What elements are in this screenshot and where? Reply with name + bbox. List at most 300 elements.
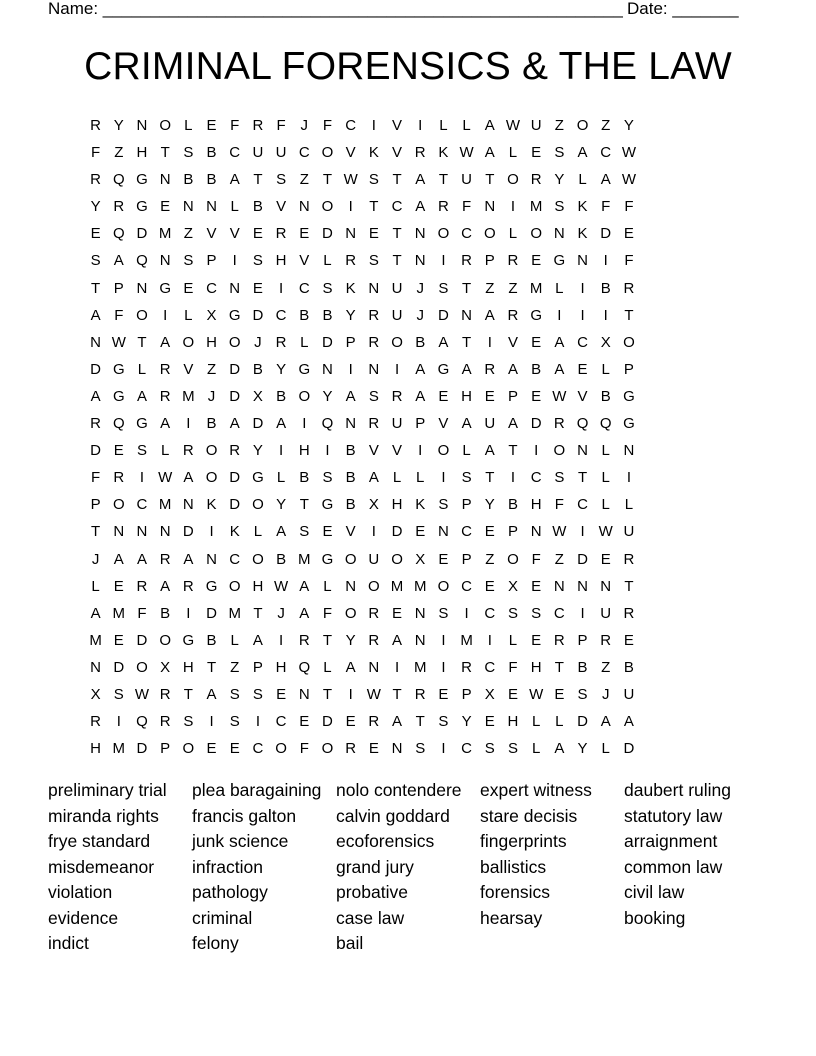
grid-letter[interactable]: D <box>577 713 588 731</box>
grid-letter[interactable]: C <box>206 279 217 297</box>
grid-letter[interactable]: B <box>276 550 287 568</box>
grid-letter[interactable]: A <box>415 387 426 405</box>
grid-letter[interactable]: B <box>322 306 333 324</box>
grid-letter[interactable]: S <box>229 713 240 731</box>
grid-letter[interactable]: N <box>345 577 357 595</box>
grid-letter[interactable]: E <box>438 685 449 703</box>
grid-letter[interactable]: E <box>368 225 379 243</box>
grid-letter[interactable]: Z <box>230 658 240 676</box>
grid-letter[interactable]: E <box>392 604 403 622</box>
grid-letter[interactable]: A <box>438 333 449 351</box>
grid-letter[interactable]: V <box>229 225 240 243</box>
grid-letter[interactable]: B <box>600 279 611 297</box>
grid-letter[interactable]: C <box>345 117 357 134</box>
grid-letter[interactable]: E <box>484 387 495 405</box>
grid-letter[interactable]: S <box>229 685 240 703</box>
grid-letter[interactable]: R <box>553 631 565 649</box>
grid-letter[interactable]: N <box>159 523 171 541</box>
grid-letter[interactable]: Y <box>345 631 356 649</box>
grid-letter[interactable]: L <box>555 279 564 297</box>
grid-letter[interactable]: O <box>576 117 589 134</box>
grid-letter[interactable]: Q <box>112 171 125 189</box>
grid-letter[interactable]: V <box>345 144 356 162</box>
grid-letter[interactable]: E <box>206 117 217 134</box>
grid-letter[interactable]: T <box>485 171 495 189</box>
grid-letter[interactable]: W <box>274 577 289 595</box>
grid-letter[interactable]: S <box>554 198 565 216</box>
date-line[interactable]: Date: _______ <box>627 0 739 18</box>
grid-letter[interactable]: T <box>322 685 333 703</box>
grid-letter[interactable]: R <box>530 171 542 189</box>
grid-letter[interactable]: C <box>229 144 241 162</box>
grid-letter[interactable]: P <box>623 360 634 378</box>
grid-letter[interactable]: O <box>391 550 403 568</box>
grid-letter[interactable]: P <box>160 740 171 758</box>
grid-letter[interactable]: S <box>299 523 310 541</box>
grid-letter[interactable]: T <box>137 333 147 351</box>
grid-letter[interactable]: E <box>531 252 542 270</box>
grid-letter[interactable]: L <box>230 198 239 216</box>
grid-letter[interactable]: B <box>577 658 588 676</box>
grid-letter[interactable]: L <box>624 496 634 514</box>
grid-letter[interactable]: N <box>322 360 333 378</box>
grid-letter[interactable]: N <box>623 442 635 460</box>
grid-letter[interactable]: F <box>462 198 472 216</box>
grid-letter[interactable]: G <box>112 387 125 405</box>
grid-letter[interactable]: O <box>344 550 357 568</box>
grid-letter[interactable]: A <box>276 523 287 541</box>
grid-letter[interactable]: A <box>600 171 611 189</box>
grid-letter[interactable]: T <box>253 171 263 189</box>
grid-letter[interactable]: W <box>621 144 636 162</box>
grid-letter[interactable]: O <box>437 442 450 460</box>
grid-letter[interactable]: L <box>601 740 610 758</box>
grid-letter[interactable]: L <box>392 469 402 487</box>
grid-letter[interactable]: S <box>368 252 379 270</box>
grid-letter[interactable]: L <box>601 469 610 487</box>
grid-letter[interactable]: P <box>461 685 472 703</box>
grid-letter[interactable]: T <box>554 658 564 676</box>
grid-letter[interactable]: L <box>416 469 425 487</box>
grid-letter[interactable]: R <box>113 198 125 216</box>
grid-letter[interactable]: C <box>298 144 310 162</box>
grid-letter[interactable]: V <box>345 523 356 541</box>
grid-letter[interactable]: E <box>299 713 310 731</box>
grid-letter[interactable]: M <box>298 550 311 568</box>
grid-letter[interactable]: U <box>252 144 264 162</box>
grid-letter[interactable]: O <box>391 333 403 351</box>
grid-letter[interactable]: I <box>580 279 585 297</box>
grid-letter[interactable]: W <box>505 117 521 134</box>
grid-letter[interactable]: T <box>508 442 518 460</box>
grid-letter[interactable]: J <box>91 550 100 568</box>
grid-letter[interactable]: N <box>553 225 565 243</box>
grid-letter[interactable]: A <box>461 415 472 433</box>
grid-letter[interactable]: Q <box>298 658 311 676</box>
grid-letter[interactable]: D <box>437 306 449 324</box>
grid-letter[interactable]: G <box>530 306 542 324</box>
grid-letter[interactable]: I <box>534 442 539 460</box>
grid-letter[interactable]: R <box>113 469 125 487</box>
grid-letter[interactable]: R <box>159 550 171 568</box>
grid-letter[interactable]: I <box>557 306 562 324</box>
grid-letter[interactable]: C <box>391 198 403 216</box>
grid-letter[interactable]: M <box>529 198 543 216</box>
grid-letter[interactable]: I <box>371 523 376 541</box>
grid-letter[interactable]: F <box>624 198 634 216</box>
grid-letter[interactable]: P <box>461 550 472 568</box>
grid-letter[interactable]: R <box>368 713 380 731</box>
grid-letter[interactable]: W <box>134 685 150 703</box>
grid-letter[interactable]: B <box>415 333 426 351</box>
grid-letter[interactable]: Z <box>554 117 564 134</box>
grid-letter[interactable]: L <box>601 360 610 378</box>
grid-letter[interactable]: P <box>415 415 426 433</box>
grid-letter[interactable]: N <box>414 252 426 270</box>
grid-letter[interactable]: P <box>252 658 263 676</box>
grid-letter[interactable]: D <box>229 387 241 405</box>
grid-letter[interactable]: D <box>136 631 148 649</box>
grid-letter[interactable]: D <box>136 225 148 243</box>
grid-letter[interactable]: P <box>507 523 518 541</box>
grid-letter[interactable]: L <box>300 333 309 351</box>
grid-letter[interactable]: V <box>577 387 588 405</box>
grid-letter[interactable]: S <box>368 171 379 189</box>
grid-letter[interactable]: I <box>348 685 353 703</box>
grid-letter[interactable]: X <box>368 496 379 514</box>
grid-letter[interactable]: Z <box>485 279 495 297</box>
grid-letter[interactable]: P <box>577 631 588 649</box>
grid-letter[interactable]: N <box>298 198 310 216</box>
grid-letter[interactable]: N <box>136 279 148 297</box>
grid-letter[interactable]: A <box>392 631 403 649</box>
grid-letter[interactable]: R <box>623 279 635 297</box>
grid-letter[interactable]: D <box>206 604 217 622</box>
grid-letter[interactable]: N <box>90 658 102 676</box>
grid-letter[interactable]: W <box>621 171 636 189</box>
grid-letter[interactable]: A <box>160 333 171 351</box>
grid-letter[interactable]: R <box>391 387 403 405</box>
grid-letter[interactable]: P <box>461 496 472 514</box>
grid-letter[interactable]: E <box>113 577 124 595</box>
grid-letter[interactable]: R <box>368 333 380 351</box>
grid-letter[interactable]: E <box>90 225 101 243</box>
grid-letter[interactable]: V <box>368 442 379 460</box>
grid-letter[interactable]: F <box>276 117 286 134</box>
grid-letter[interactable]: G <box>623 415 635 433</box>
grid-letter[interactable]: R <box>484 360 496 378</box>
grid-letter[interactable]: E <box>531 333 542 351</box>
grid-letter[interactable]: Y <box>461 713 472 731</box>
grid-letter[interactable]: A <box>90 604 101 622</box>
grid-letter[interactable]: S <box>276 171 287 189</box>
grid-letter[interactable]: S <box>183 252 194 270</box>
grid-letter[interactable]: R <box>368 415 380 433</box>
grid-letter[interactable]: N <box>345 415 357 433</box>
grid-letter[interactable]: H <box>90 740 102 758</box>
grid-letter[interactable]: A <box>136 550 147 568</box>
grid-letter[interactable]: I <box>186 415 191 433</box>
grid-letter[interactable]: A <box>507 360 518 378</box>
grid-letter[interactable]: X <box>160 658 171 676</box>
grid-letter[interactable]: S <box>252 252 263 270</box>
grid-letter[interactable]: R <box>159 713 171 731</box>
grid-letter[interactable]: A <box>461 360 472 378</box>
grid-letter[interactable]: E <box>484 577 495 595</box>
grid-letter[interactable]: C <box>553 604 565 622</box>
grid-letter[interactable]: L <box>323 252 332 270</box>
grid-letter[interactable]: D <box>229 360 241 378</box>
grid-letter[interactable]: D <box>229 496 241 514</box>
grid-letter[interactable]: A <box>136 387 147 405</box>
grid-letter[interactable]: A <box>368 469 379 487</box>
grid-letter[interactable]: N <box>229 279 241 297</box>
grid-letter[interactable]: N <box>414 604 426 622</box>
grid-letter[interactable]: E <box>276 685 287 703</box>
grid-letter[interactable]: R <box>182 577 194 595</box>
grid-letter[interactable]: L <box>253 523 263 541</box>
grid-letter[interactable]: O <box>437 225 450 243</box>
grid-letter[interactable]: O <box>321 144 334 162</box>
grid-letter[interactable]: P <box>206 252 217 270</box>
grid-letter[interactable]: B <box>160 604 171 622</box>
grid-letter[interactable]: I <box>139 469 145 487</box>
grid-letter[interactable]: V <box>183 360 194 378</box>
grid-letter[interactable]: Z <box>554 550 564 568</box>
grid-letter[interactable]: I <box>279 279 284 297</box>
grid-letter[interactable]: K <box>577 198 588 216</box>
grid-letter[interactable]: N <box>577 252 588 270</box>
grid-letter[interactable]: A <box>415 198 426 216</box>
grid-letter[interactable]: I <box>232 252 237 270</box>
grid-letter[interactable]: H <box>530 658 542 676</box>
grid-letter[interactable]: A <box>577 144 588 162</box>
grid-letter[interactable]: T <box>624 306 634 324</box>
grid-letter[interactable]: A <box>183 469 194 487</box>
grid-letter[interactable]: O <box>136 306 148 324</box>
grid-letter[interactable]: S <box>577 685 588 703</box>
grid-letter[interactable]: B <box>507 496 518 514</box>
grid-letter[interactable]: G <box>112 360 125 378</box>
grid-letter[interactable]: N <box>182 198 194 216</box>
grid-letter[interactable]: C <box>136 496 148 514</box>
grid-letter[interactable]: G <box>159 279 171 297</box>
grid-letter[interactable]: T <box>322 171 333 189</box>
grid-letter[interactable]: B <box>206 415 217 433</box>
grid-letter[interactable]: A <box>415 360 426 378</box>
grid-letter[interactable]: M <box>228 604 241 622</box>
grid-letter[interactable]: M <box>413 658 427 676</box>
grid-letter[interactable]: N <box>437 523 449 541</box>
grid-letter[interactable]: N <box>577 577 588 595</box>
grid-letter[interactable]: D <box>623 740 635 758</box>
grid-letter[interactable]: C <box>577 333 588 351</box>
grid-letter[interactable]: R <box>368 306 380 324</box>
grid-letter[interactable]: Y <box>276 360 287 378</box>
grid-letter[interactable]: R <box>461 252 473 270</box>
grid-letter[interactable]: I <box>487 631 492 649</box>
grid-letter[interactable]: S <box>554 469 565 487</box>
grid-letter[interactable]: C <box>252 740 264 758</box>
grid-letter[interactable]: D <box>322 333 333 351</box>
grid-letter[interactable]: A <box>345 387 356 405</box>
grid-letter[interactable]: E <box>600 550 611 568</box>
grid-letter[interactable]: N <box>136 523 148 541</box>
grid-letter[interactable]: A <box>554 740 565 758</box>
grid-letter[interactable]: V <box>507 333 518 351</box>
grid-letter[interactable]: U <box>391 415 403 433</box>
grid-letter[interactable]: B <box>206 171 217 189</box>
grid-letter[interactable]: O <box>623 333 635 351</box>
grid-letter[interactable]: F <box>230 117 240 134</box>
grid-letter[interactable]: A <box>113 550 124 568</box>
grid-letter[interactable]: C <box>600 144 612 162</box>
grid-letter[interactable]: U <box>461 171 473 189</box>
grid-letter[interactable]: X <box>252 387 263 405</box>
grid-letter[interactable]: T <box>206 658 217 676</box>
grid-letter[interactable]: I <box>418 442 423 460</box>
grid-letter[interactable]: M <box>158 496 172 514</box>
grid-letter[interactable]: L <box>462 442 471 460</box>
grid-letter[interactable]: T <box>624 577 634 595</box>
grid-letter[interactable]: E <box>531 577 542 595</box>
grid-letter[interactable]: Q <box>136 252 148 270</box>
grid-letter[interactable]: E <box>577 360 588 378</box>
grid-letter[interactable]: E <box>531 631 542 649</box>
grid-letter[interactable]: F <box>299 740 309 758</box>
grid-letter[interactable]: R <box>414 685 426 703</box>
grid-letter[interactable]: G <box>321 550 334 568</box>
grid-letter[interactable]: C <box>275 306 287 324</box>
grid-letter[interactable]: L <box>439 117 448 134</box>
grid-letter[interactable]: Y <box>554 171 565 189</box>
grid-letter[interactable]: I <box>441 658 446 676</box>
grid-letter[interactable]: I <box>186 604 191 622</box>
grid-letter[interactable]: C <box>461 577 473 595</box>
grid-letter[interactable]: N <box>90 333 102 351</box>
grid-letter[interactable]: J <box>277 604 285 622</box>
grid-letter[interactable]: R <box>90 713 102 731</box>
grid-letter[interactable]: G <box>136 171 148 189</box>
grid-letter[interactable]: C <box>461 740 473 758</box>
grid-letter[interactable]: N <box>530 523 542 541</box>
grid-letter[interactable]: J <box>254 333 262 351</box>
grid-letter[interactable]: O <box>136 658 148 676</box>
grid-letter[interactable]: J <box>416 306 424 324</box>
grid-letter[interactable]: M <box>413 577 427 595</box>
grid-letter[interactable]: E <box>252 225 263 243</box>
grid-letter[interactable]: P <box>90 496 101 514</box>
grid-letter[interactable]: R <box>507 306 519 324</box>
grid-letter[interactable]: O <box>344 604 357 622</box>
grid-letter[interactable]: C <box>577 496 588 514</box>
grid-letter[interactable]: A <box>554 360 565 378</box>
grid-letter[interactable]: O <box>182 333 195 351</box>
grid-letter[interactable]: I <box>279 442 284 460</box>
grid-letter[interactable]: A <box>160 415 171 433</box>
grid-letter[interactable]: A <box>415 171 426 189</box>
grid-letter[interactable]: M <box>89 631 102 649</box>
grid-letter[interactable]: F <box>137 604 147 622</box>
grid-letter[interactable]: T <box>392 252 402 270</box>
grid-letter[interactable]: T <box>299 496 309 514</box>
grid-letter[interactable]: K <box>438 144 449 162</box>
grid-letter[interactable]: K <box>345 279 356 297</box>
grid-letter[interactable]: N <box>484 198 496 216</box>
grid-letter[interactable]: O <box>205 442 218 460</box>
grid-letter[interactable]: A <box>623 713 634 731</box>
grid-letter[interactable]: I <box>580 604 585 622</box>
grid-letter[interactable]: B <box>345 469 356 487</box>
grid-letter[interactable]: S <box>322 469 333 487</box>
grid-letter[interactable]: H <box>252 577 264 595</box>
grid-letter[interactable]: B <box>345 442 356 460</box>
grid-letter[interactable]: R <box>507 252 519 270</box>
grid-letter[interactable]: P <box>113 279 124 297</box>
grid-letter[interactable]: I <box>325 442 330 460</box>
grid-letter[interactable]: M <box>460 631 473 649</box>
grid-letter[interactable]: L <box>276 469 286 487</box>
grid-letter[interactable]: N <box>159 252 171 270</box>
grid-letter[interactable]: N <box>414 225 426 243</box>
grid-letter[interactable]: I <box>603 306 608 324</box>
grid-letter[interactable]: E <box>229 740 240 758</box>
grid-letter[interactable]: E <box>623 631 634 649</box>
grid-letter[interactable]: I <box>487 333 492 351</box>
grid-letter[interactable]: N <box>461 306 473 324</box>
grid-letter[interactable]: Z <box>601 658 611 676</box>
grid-letter[interactable]: I <box>348 360 353 378</box>
grid-letter[interactable]: E <box>299 225 310 243</box>
grid-letter[interactable]: L <box>323 577 332 595</box>
grid-letter[interactable]: Q <box>112 225 125 243</box>
grid-letter[interactable]: U <box>368 550 380 568</box>
grid-letter[interactable]: N <box>577 442 588 460</box>
grid-letter[interactable]: I <box>371 117 376 134</box>
grid-letter[interactable]: B <box>531 360 542 378</box>
grid-letter[interactable]: S <box>368 387 379 405</box>
grid-letter[interactable]: O <box>228 577 241 595</box>
grid-letter[interactable]: D <box>136 740 148 758</box>
grid-letter[interactable]: E <box>484 523 495 541</box>
grid-letter[interactable]: U <box>391 306 403 324</box>
grid-letter[interactable]: R <box>159 360 171 378</box>
grid-letter[interactable]: S <box>554 144 565 162</box>
grid-letter[interactable]: I <box>441 740 446 758</box>
grid-letter[interactable]: S <box>183 713 194 731</box>
grid-letter[interactable]: X <box>415 550 426 568</box>
grid-letter[interactable]: T <box>462 333 472 351</box>
grid-letter[interactable]: O <box>507 550 519 568</box>
grid-letter[interactable]: Q <box>136 713 148 731</box>
grid-letter[interactable]: A <box>507 415 518 433</box>
grid-letter[interactable]: V <box>392 117 403 134</box>
grid-letter[interactable]: G <box>553 252 566 270</box>
grid-letter[interactable]: R <box>345 252 357 270</box>
grid-letter[interactable]: E <box>113 442 124 460</box>
grid-letter[interactable]: G <box>182 631 195 649</box>
grid-letter[interactable]: P <box>507 387 518 405</box>
grid-letter[interactable]: C <box>229 550 241 568</box>
grid-letter[interactable]: G <box>298 360 311 378</box>
grid-letter[interactable]: J <box>207 387 216 405</box>
grid-letter[interactable]: R <box>414 144 426 162</box>
grid-letter[interactable]: V <box>438 415 449 433</box>
grid-letter[interactable]: G <box>136 415 148 433</box>
grid-letter[interactable]: W <box>366 685 381 703</box>
grid-letter[interactable]: Q <box>599 415 612 433</box>
grid-letter[interactable]: A <box>554 333 565 351</box>
